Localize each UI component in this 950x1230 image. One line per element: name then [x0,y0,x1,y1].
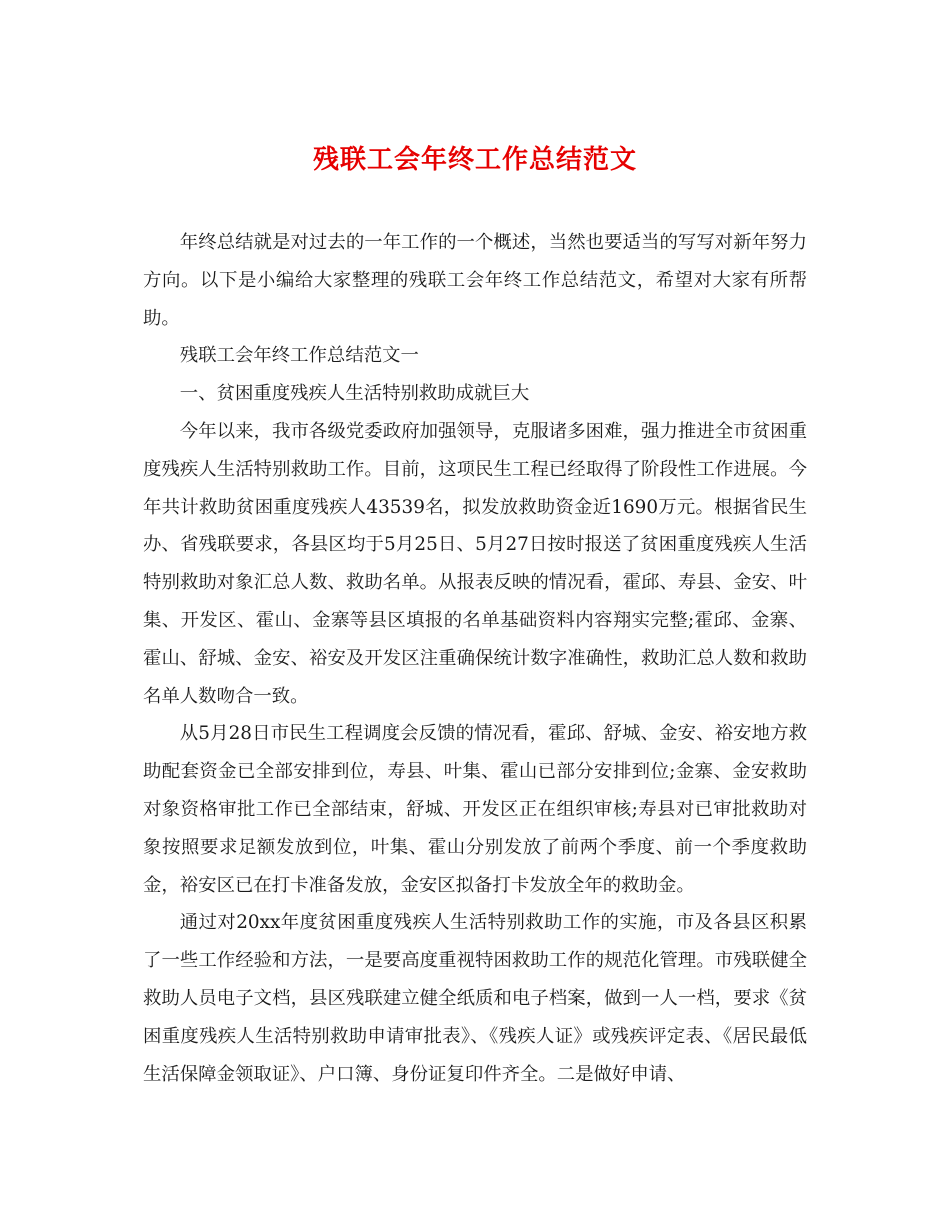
body-paragraph-1: 今年以来，我市各级党委政府加强领导，克服诸多困难，强力推进全市贫困重度残疾人生活特别救助工作。目前，这项民生工程已经取得了阶段性工作进展。今年共计救助贫困重度残疾人43539名，拟发放救助资金近1690万元。根据省民生办、省残联要求，各县区均于5月25日、5月27日按时报送了贫困重度残疾人生活特别救助对象汇总人数、救助名单。从报表反映的情况看，霍邱、寿县、金安、叶集、开发区、霍山、金寨等县区填报的名单基础资料内容翔实完整;霍邱、金寨、霍山、舒城、金安、裕安及开发区注重确保统计数字准确性，救助汇总人数和救助名单人数吻合一致。 [143,420,807,707]
section-title: 残联工会年终工作总结范文一 [179,345,419,367]
body-paragraph-3: 通过对20xx年度贫困重度残疾人生活特别救助工作的实施，市及各县区积累了一些工作经验和方法，一是要高度重视特困救助工作的规范化管理。市残联健全救助人员电子文档，县区残联建立健全纸质和电子档案，做到一人一档，要求《贫困重度残疾人生活特别救助申请审批表》、《残疾人证》或残疾评定表、《居民最低生活保障金领取证》、户口簿、身份证复印件齐全。二是做好申请、 [143,912,807,1085]
subheading-relief: 一、贫困重度残疾人生活特别救助成就巨大 [179,383,530,405]
intro-paragraph: 年终总结就是对过去的一年工作的一个概述，当然也要适当的写写对新年努力方向。以下是小编给大家整理的残联工会年终工作总结范文，希望对大家有所帮助。 [143,232,807,329]
body-paragraph-2: 从5月28日市民生工程调度会反馈的情况看，霍邱、舒城、金安、裕安地方救助配套资金已全部安排到位，寿县、叶集、霍山已部分安排到位;金寨、金安救助对象资格审批工作已全部结束，舒城、开发区正在组织审核;寿县对已审批救助对象按照要求足额发放到位，叶集、霍山分别发放了前两个季度、前一个季度救助金，裕安区已在打卡准备发放，金安区拟备打卡发放全年的救助金。 [143,723,807,896]
document-title: 残联工会年终工作总结范文 [312,145,637,175]
